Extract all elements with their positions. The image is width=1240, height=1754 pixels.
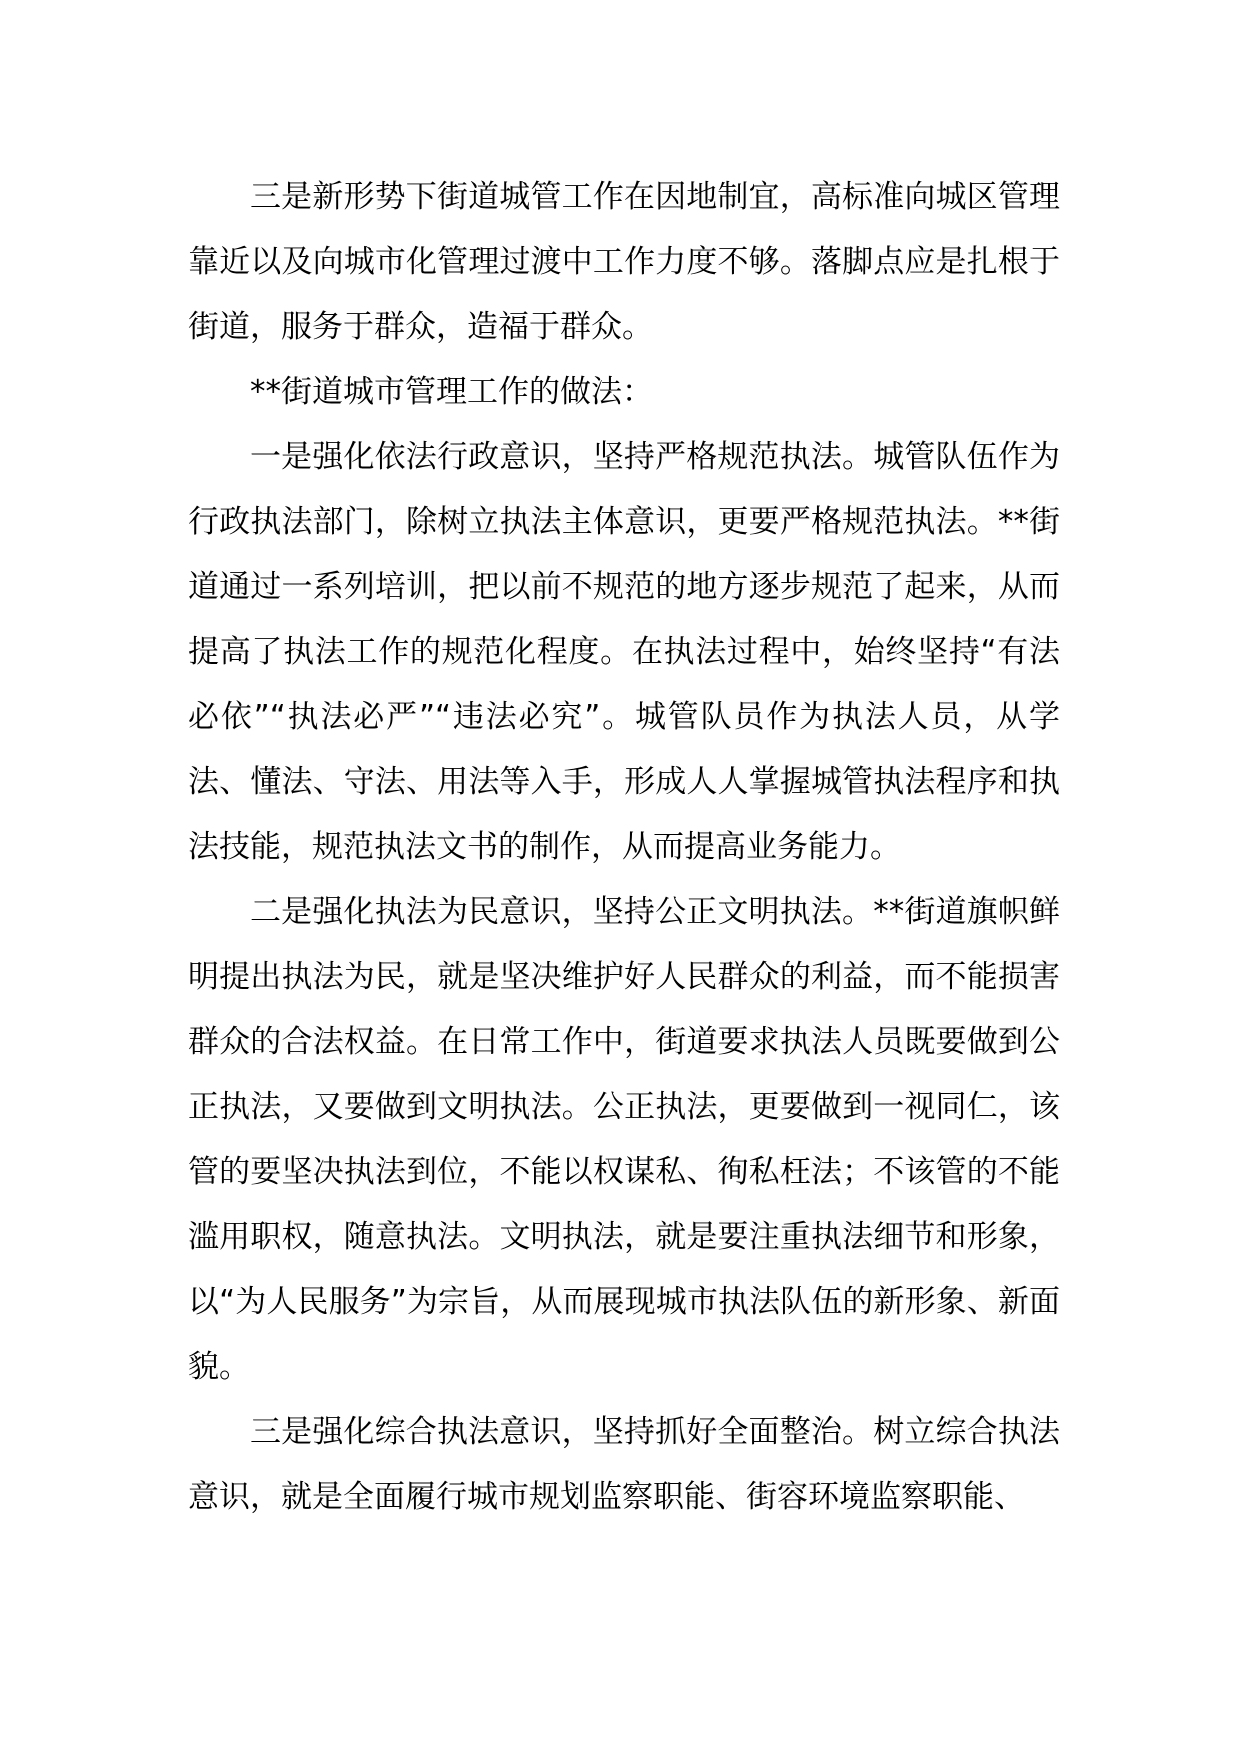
document-body [188, 165, 1060, 1530]
paragraph-practice-heading: **街道城市管理工作的做法： [250, 374, 653, 410]
paragraph-problem-three: 三是新形势下街道城管工作在因地制宜，高标准向城区管理靠近以及向城市化管理过渡中工作力度不够。落脚点应是扎根于街道，服务于群众，造福于群众。 [188, 179, 1060, 345]
paragraph-practice-one: 一是强化依法行政意识，坚持严格规范执法。城管队伍作为行政执法部门，除树立执法主体意识，更要严格规范执法。**街道通过一系列培训，把以前不规范的地方逐步规范了起来，从而提高了执法工作的规范化程度。在执法过程中，始终坚持“有法必依”“执法必严”“违法必究”。城管队员作为执法人员，从学法、懂法、守法、用法等入手，形成人人掌握城管执法程序和执法技能，规范执法文书的制作，从而提高业务能力。 [188, 439, 1060, 865]
paragraph-practice-three: 三是强化综合执法意识，坚持抓好全面整治。树立综合执法意识，就是全面履行城市规划监察职能、街容环境监察职能、 [188, 1414, 1060, 1515]
paragraph-practice-two: 二是强化执法为民意识，坚持公正文明执法。**街道旗帜鲜明提出执法为民，就是坚决维护好人民群众的利益，而不能损害群众的合法权益。在日常工作中，街道要求执法人员既要做到公正执法，又要做到文明执法。公正执法，更要做到一视同仁，该管的要坚决执法到位，不能以权谋私、徇私枉法；不该管的不能滥用职权，随意执法。文明执法，就是要注重执法细节和形象，以“为人民服务”为宗旨，从而展现城市执法队伍的新形象、新面貌。 [188, 894, 1060, 1385]
